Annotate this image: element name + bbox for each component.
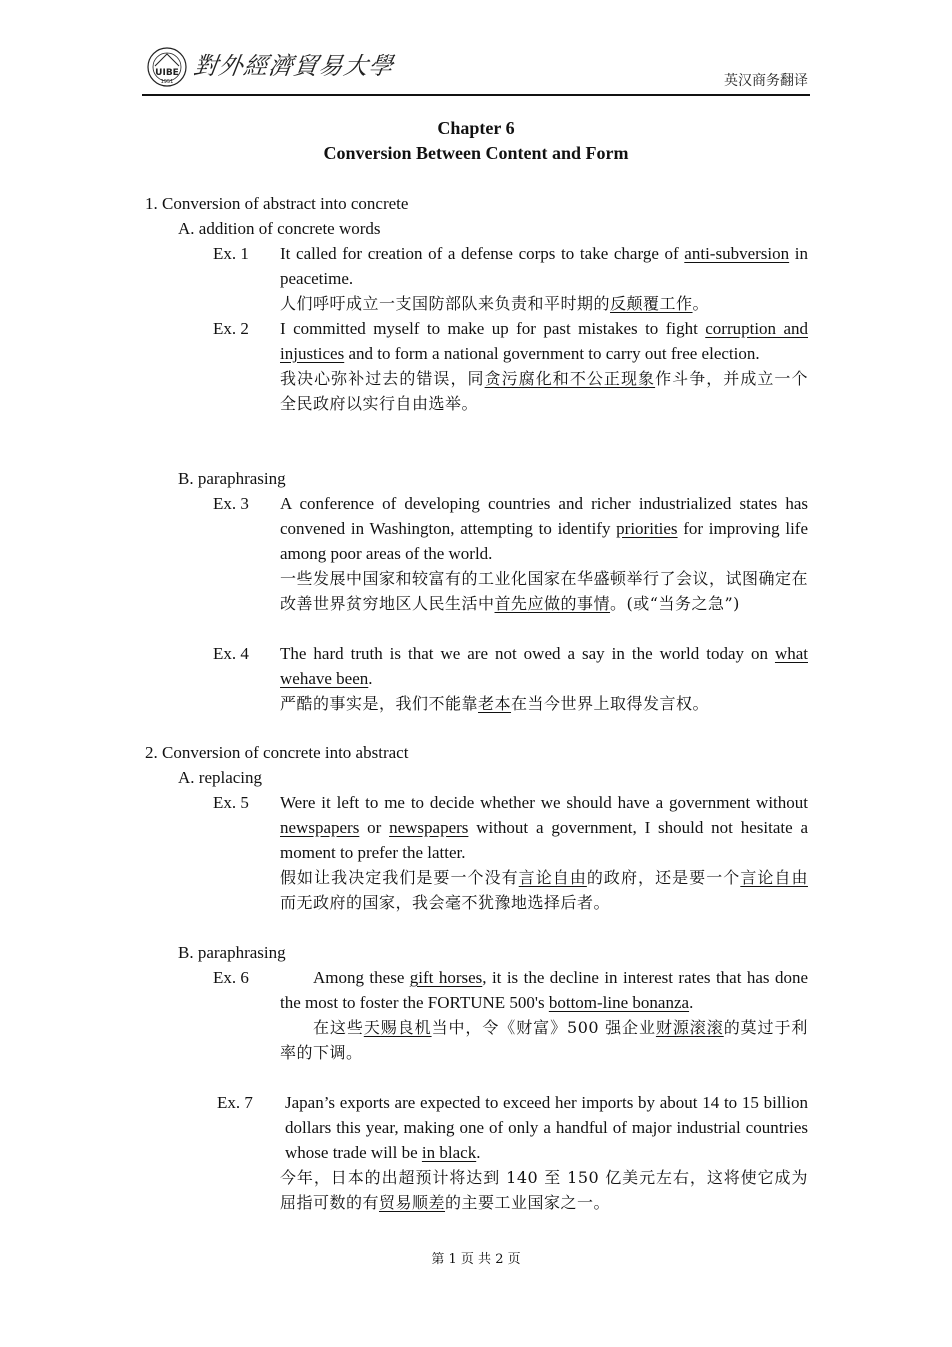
example-4-chinese: 严酷的事实是，我们不能靠老本在当今世界上取得发言权。 <box>280 694 710 713</box>
underlined-term: 反颠覆工作 <box>610 294 693 313</box>
example-1-label: Ex. 1 <box>213 244 249 263</box>
example-2-chinese: 我决心弥补过去的错误，同贪污腐化和不公正现象作斗争，并成立一个全民政府以实行自由选举。 <box>280 369 808 413</box>
university-seal-icon <box>146 46 188 88</box>
underlined-term: 财源滚滚 <box>655 1018 724 1037</box>
underlined-term: priorities <box>616 519 678 538</box>
seal-text: UIBE <box>155 68 179 78</box>
example-2-english: I committed myself to make up for past mistakes to fight corruption and injustices and to form a national government to carry out free election. <box>280 319 809 363</box>
page-header <box>142 44 810 96</box>
underlined-term: 贸易顺差 <box>379 1193 446 1212</box>
example-4 <box>280 641 808 716</box>
example-1 <box>280 241 808 316</box>
chapter-title: Chapter 6 <box>437 118 515 138</box>
example-6 <box>280 965 808 1065</box>
example-5-english: Were it left to me to decide whether we should have a government without newspapers or newspapers without a government, I should not hesitate a moment to prefer the latter. <box>280 793 842 862</box>
underlined-term: 言论自由 <box>740 868 808 887</box>
underlined-term: 首先应做的事情 <box>494 594 611 613</box>
example-6-chinese: 在这些天赐良机当中，令《财富》500 强企业财源滚滚的莫过于利率的下调。 <box>280 1018 808 1062</box>
underlined-term: 言论自由 <box>518 868 587 887</box>
underlined-term: newspapers <box>280 818 360 837</box>
example-7-chinese: 今年，日本的出超预计将达到 140 至 150 亿美元左右，这将使它成为屈指可数的有贸易顺差的主要工业国家之一。 <box>280 1168 808 1212</box>
underlined-term: what wehave been <box>280 644 808 688</box>
underlined-term: 老本 <box>478 694 512 713</box>
underlined-term: bottom-line bonanza <box>548 993 690 1012</box>
example-3-label: Ex. 3 <box>213 494 249 513</box>
underlined-term: corruption and injustices <box>280 319 809 363</box>
course-title: 英汉商务翻译 <box>724 73 808 89</box>
underlined-term: gift horses <box>409 968 483 987</box>
example-3 <box>280 491 808 616</box>
example-4-english: The hard truth is that we are not owed a say in the world today on what wehave been. <box>280 644 808 688</box>
example-5-label: Ex. 5 <box>213 793 249 812</box>
example-2 <box>280 316 808 416</box>
section-2b-heading: B. paraphrasing <box>178 943 286 962</box>
seal-year: 1951 <box>160 79 174 85</box>
example-1-chinese: 人们呼吁成立一支国防部队来负责和平时期的反颠覆工作。 <box>280 294 710 313</box>
university-logo-script: 對外經濟貿易大學 <box>191 52 396 80</box>
section-2a-heading: A. replacing <box>178 768 263 787</box>
underlined-term: in black <box>421 1143 477 1162</box>
example-6-english: Among these gift horses, it is the decline in interest rates that has done the most to foster the FORTUNE 500's bottom-line bonanza. <box>280 968 809 1012</box>
example-6-label: Ex. 6 <box>213 968 249 987</box>
underlined-term: 天赐良机 <box>363 1018 432 1037</box>
example-7-english: Japan’s exports are expected to exceed her imports by about 14 to 15 billion dollars this year, making one of only a handful of major industrial countries whose trade will be in black. <box>285 1093 808 1162</box>
example-2-label: Ex. 2 <box>213 319 249 338</box>
example-3-english: A conference of developing countries and richer industrialized states has convened in Washington, attempting to identify priorities for improving life among poor areas of the world. <box>280 494 808 563</box>
page-footer: 第 1 页 共 2 页 <box>431 1252 521 1267</box>
example-1-english: It called for creation of a defense corps to take charge of anti-subversion in peacetime. <box>280 244 808 288</box>
section-2-heading: 2. Conversion of concrete into abstract <box>145 743 409 762</box>
example-7-label: Ex. 7 <box>217 1093 253 1112</box>
underlined-term: anti-subversion <box>684 244 790 263</box>
underlined-term: newspapers <box>389 818 469 837</box>
section-1a-heading: A. addition of concrete words <box>178 219 381 238</box>
section-1-heading: 1. Conversion of abstract into concrete <box>145 194 409 213</box>
example-4-label: Ex. 4 <box>213 644 249 663</box>
example-5 <box>280 790 842 915</box>
section-1b-heading: B. paraphrasing <box>178 469 286 488</box>
underlined-term: 贪污腐化和不公正现象 <box>484 369 656 388</box>
example-5-chinese: 假如让我决定我们是要一个没有言论自由的政府，还是要一个言论自由而无政府的国家，我会毫不犹豫地选择后者。 <box>280 868 808 912</box>
example-3-chinese: 一些发展中国家和较富有的工业化国家在华盛顿举行了会议，试图确定在改善世界贫穷地区人民生活中首先应做的事情。(或“当务之急”) <box>280 569 809 613</box>
chapter-subtitle: Conversion Between Content and Form <box>323 143 629 163</box>
example-7 <box>280 1090 808 1215</box>
